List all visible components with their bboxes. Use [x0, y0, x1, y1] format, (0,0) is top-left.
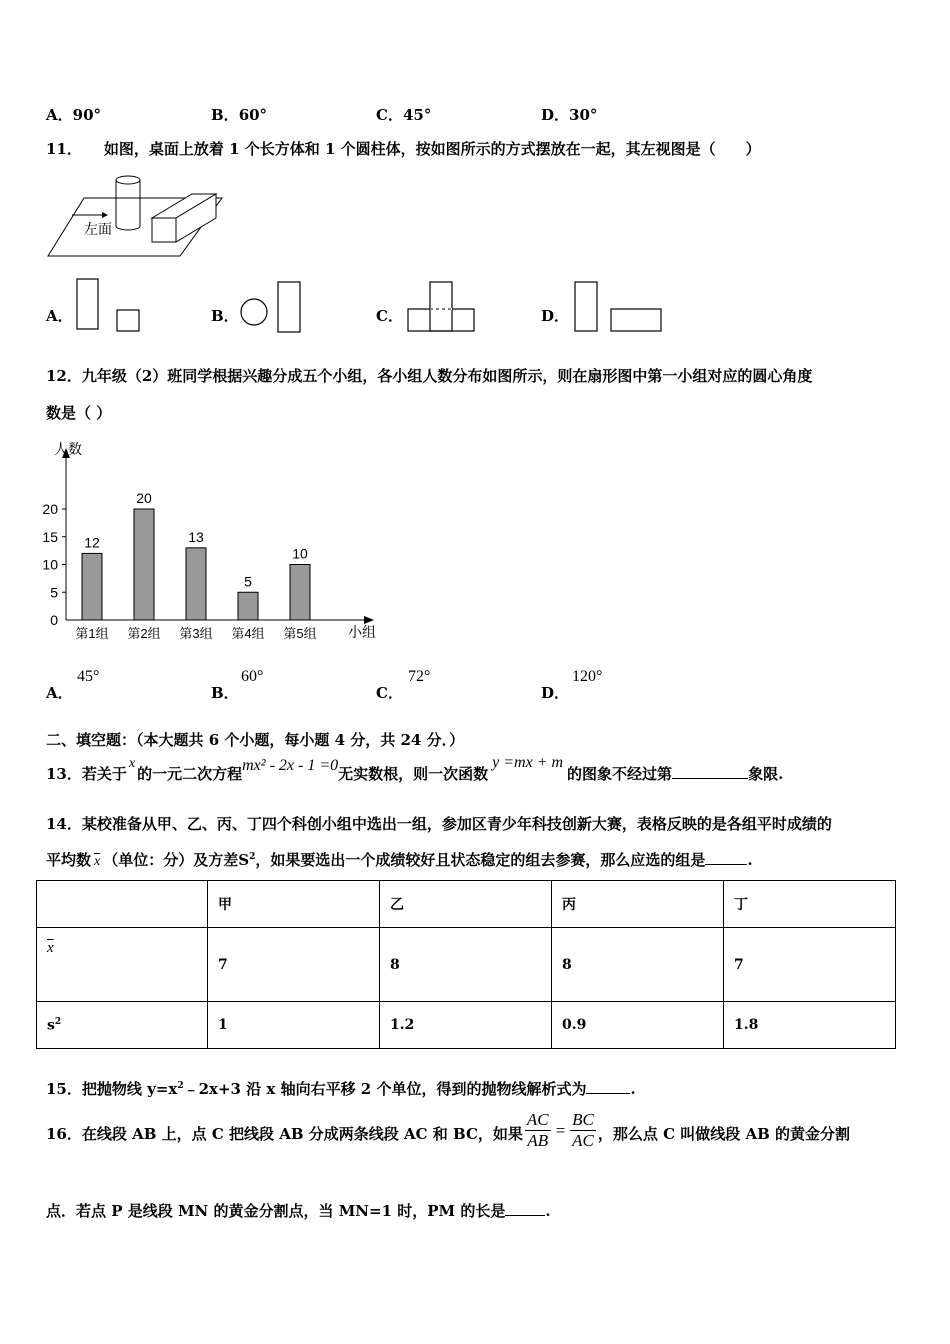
math-function: y =mx + m: [492, 754, 564, 771]
q13-stem: [46, 754, 784, 793]
fraction-denominator: AC: [572, 1131, 594, 1150]
option-text: 60°: [238, 106, 268, 124]
table-row: [37, 1002, 896, 1049]
fraction-denominator: AB: [527, 1131, 549, 1150]
q12-stem-line1: 12．九年级（2）班同学根据兴趣分成五个小组，各小组人数分布如图所示，则在扇形图中第一小组对应的圆心角度: [46, 367, 813, 385]
y-tick-label: 10: [42, 556, 58, 573]
equals-sign: =: [554, 1120, 567, 1140]
x-axis-label: 小组: [348, 624, 376, 640]
q11-option-a-figure: [76, 278, 146, 336]
q12-option-d-value: 120°: [572, 668, 603, 685]
bar: [290, 565, 310, 621]
cylinder-top: [116, 176, 140, 184]
text: 点．若点 P 是线段 MN 的黄金分割点，当 MN=1 时，PM 的长是: [46, 1202, 506, 1220]
q10-option-a: [46, 104, 101, 125]
option-label: D．: [541, 106, 570, 124]
bar: [82, 553, 102, 620]
option-label: B．: [211, 106, 239, 124]
bar: [134, 509, 154, 620]
q12-bar-chart: [38, 436, 388, 646]
x-tick-label: 第2组: [127, 626, 161, 641]
fraction: [525, 1110, 551, 1151]
text: ，那么点 C 叫做线段 AB 的黄金分割: [597, 1125, 851, 1143]
table-cell: 7: [724, 928, 896, 1002]
table-cell: 1: [208, 1002, 380, 1049]
bar-value-label: 10: [292, 545, 308, 562]
table-row: [37, 928, 896, 1002]
q12-option-c: C．: [376, 684, 403, 702]
table-cell: 8: [552, 928, 724, 1002]
circle-view: [241, 299, 267, 325]
x-tick-label: 第4组: [231, 626, 265, 641]
q15-stem: 15．把抛物线 $y=x^2﹣2x+3$ 沿 x 轴向右平移 2 个单位，得到的抛物线解析式为 .: [46, 1080, 636, 1098]
q11-figure: [44, 172, 244, 262]
q16-stem: [46, 1110, 850, 1160]
q12-option-a-value: 45°: [77, 668, 100, 685]
left-view-label: 左面: [84, 221, 112, 237]
text: ﹣2x+3 沿 x 轴向右平移 2 个单位，得到的抛物线解析式为: [183, 1080, 587, 1098]
q14-data-table: [36, 880, 896, 1049]
text: 的图象不经过第: [567, 765, 673, 783]
text: ，如果要选出一个成绩较好且状态稳定的组去参赛，那么应选的组是: [255, 851, 706, 869]
arrow-head-icon: [102, 212, 108, 218]
header-cell: 甲: [208, 881, 380, 928]
q16-line2: [46, 1200, 551, 1221]
q11-option-c-figure: [406, 280, 478, 336]
text: 15．把抛物线 y=x: [46, 1080, 178, 1098]
x-tick-label: 第1组: [75, 626, 109, 641]
bar-value-label: 13: [188, 528, 204, 545]
s-symbol: s: [47, 1017, 55, 1034]
option-text: 45°: [402, 106, 432, 124]
option-label: A．: [46, 106, 73, 124]
option-text: 30°: [569, 106, 598, 124]
q11-stem: [46, 138, 761, 159]
q11-option-a: A．: [46, 307, 73, 325]
bar-value-label: 5: [244, 573, 252, 590]
y-tick-label: 0: [50, 612, 58, 628]
text: 16．在线段 AB 上，点 C 把线段 AB 分成两条线段 AC 和 BC，如果: [46, 1125, 523, 1143]
cylinder-bottom: [116, 226, 140, 230]
q12-option-b-value: 60°: [241, 668, 264, 685]
q11-option-d-figure: [573, 280, 665, 336]
text: 的一元二次方程: [137, 765, 243, 783]
text: .: [545, 1202, 551, 1220]
s-symbol: S: [238, 851, 250, 869]
q14-line2: 平均数 $\overline{x}$ （单位：分）及方差$S^2$，如果要选出一个成绩较好且状态稳定的组去参赛，那么应选的组是 .: [46, 851, 753, 869]
q11-option-b-figure: [240, 280, 306, 336]
bar: [186, 548, 206, 620]
math-var: x: [128, 756, 136, 771]
row-label: $s^2$: [37, 1002, 208, 1049]
bar-value-label: 20: [136, 490, 152, 506]
header-cell: 乙: [380, 881, 552, 928]
x-tick-label: 第5组: [283, 626, 317, 641]
bar-value-label: 12: [84, 534, 100, 551]
answer-blank: [505, 1215, 545, 1216]
xbar-symbol: $\overline{x}$: [47, 940, 54, 956]
q12-option-c-value: 72°: [408, 668, 431, 685]
y-tick-label: 20: [42, 501, 58, 517]
q10-option-c: [376, 104, 431, 125]
math-equation: mx² - 2x - 1 =0: [242, 757, 339, 774]
bar: [238, 592, 258, 620]
q10-option-d: [541, 104, 597, 125]
q14-line1: 14．某校准备从甲、乙、丙、丁四个科创小组中选出一组，参加区青少年科技创新大赛，表格反映的是各组平时成绩的: [46, 815, 832, 833]
q12-option-b: B．: [211, 684, 239, 702]
y-tick-label: 5: [50, 584, 58, 601]
x-tick-label: 第3组: [179, 626, 213, 641]
wide-rectangle: [611, 309, 661, 331]
small-square: [117, 310, 139, 331]
q11-option-b: B．: [211, 307, 239, 325]
text: 13．若关于: [46, 765, 127, 783]
question-number: 11．: [46, 140, 82, 158]
table-cell: 1.2: [380, 1002, 552, 1049]
text: 无实数根，则一次函数: [338, 765, 489, 783]
q12-option-a: A．: [46, 684, 73, 702]
tall-rectangle: [575, 282, 597, 331]
option-text: 90°: [72, 106, 102, 124]
text: （单位：分）及方差: [103, 851, 239, 869]
text: 平均数: [46, 851, 92, 869]
y-axis-label: 人数: [54, 441, 82, 457]
header-cell: 丁: [724, 881, 896, 928]
table-cell: 8: [380, 928, 552, 1002]
q11-option-d: D．: [541, 307, 570, 325]
option-label: C．: [376, 106, 403, 124]
answer-blank: [705, 864, 747, 865]
row-label: [37, 928, 208, 1002]
fraction-numerator: BC: [572, 1110, 594, 1129]
x-axis-arrow-icon: [364, 616, 374, 624]
table-cell: 0.9: [552, 1002, 724, 1049]
header-cell: 丙: [552, 881, 724, 928]
table-cell: 7: [208, 928, 380, 1002]
tall-rectangle: [278, 282, 300, 332]
fraction-numerator: AC: [526, 1110, 549, 1129]
wide-rectangle: [408, 309, 474, 331]
table-cell: 1.8: [724, 1002, 896, 1049]
q12-option-d: D．: [541, 684, 570, 702]
q12-stem-line2: 数是（ ）: [46, 404, 112, 422]
xbar-symbol: $\overline{x}$: [94, 854, 101, 869]
answer-blank: [672, 778, 748, 779]
q11-option-c: C．: [376, 307, 403, 325]
question-text: 如图，桌面上放着 1 个长方体和 1 个圆柱体，按如图所示的方式摆放在一起，其左视图是（ ）: [103, 140, 761, 158]
answer-blank: [586, 1093, 630, 1094]
box-front: [152, 218, 176, 242]
fraction: [570, 1110, 596, 1151]
text: .: [747, 851, 753, 869]
y-tick-label: 15: [42, 528, 58, 545]
table-header-row: [37, 881, 896, 928]
text: 象限.: [748, 765, 784, 783]
tall-rectangle: [430, 282, 452, 331]
header-cell: [37, 881, 208, 928]
tall-rectangle: [77, 279, 98, 329]
q10-option-b: [211, 104, 267, 125]
text: .: [630, 1080, 636, 1098]
section-title: 二、填空题：（本大题共 6 个小题，每小题 4 分，共 24 分．）: [46, 731, 465, 749]
